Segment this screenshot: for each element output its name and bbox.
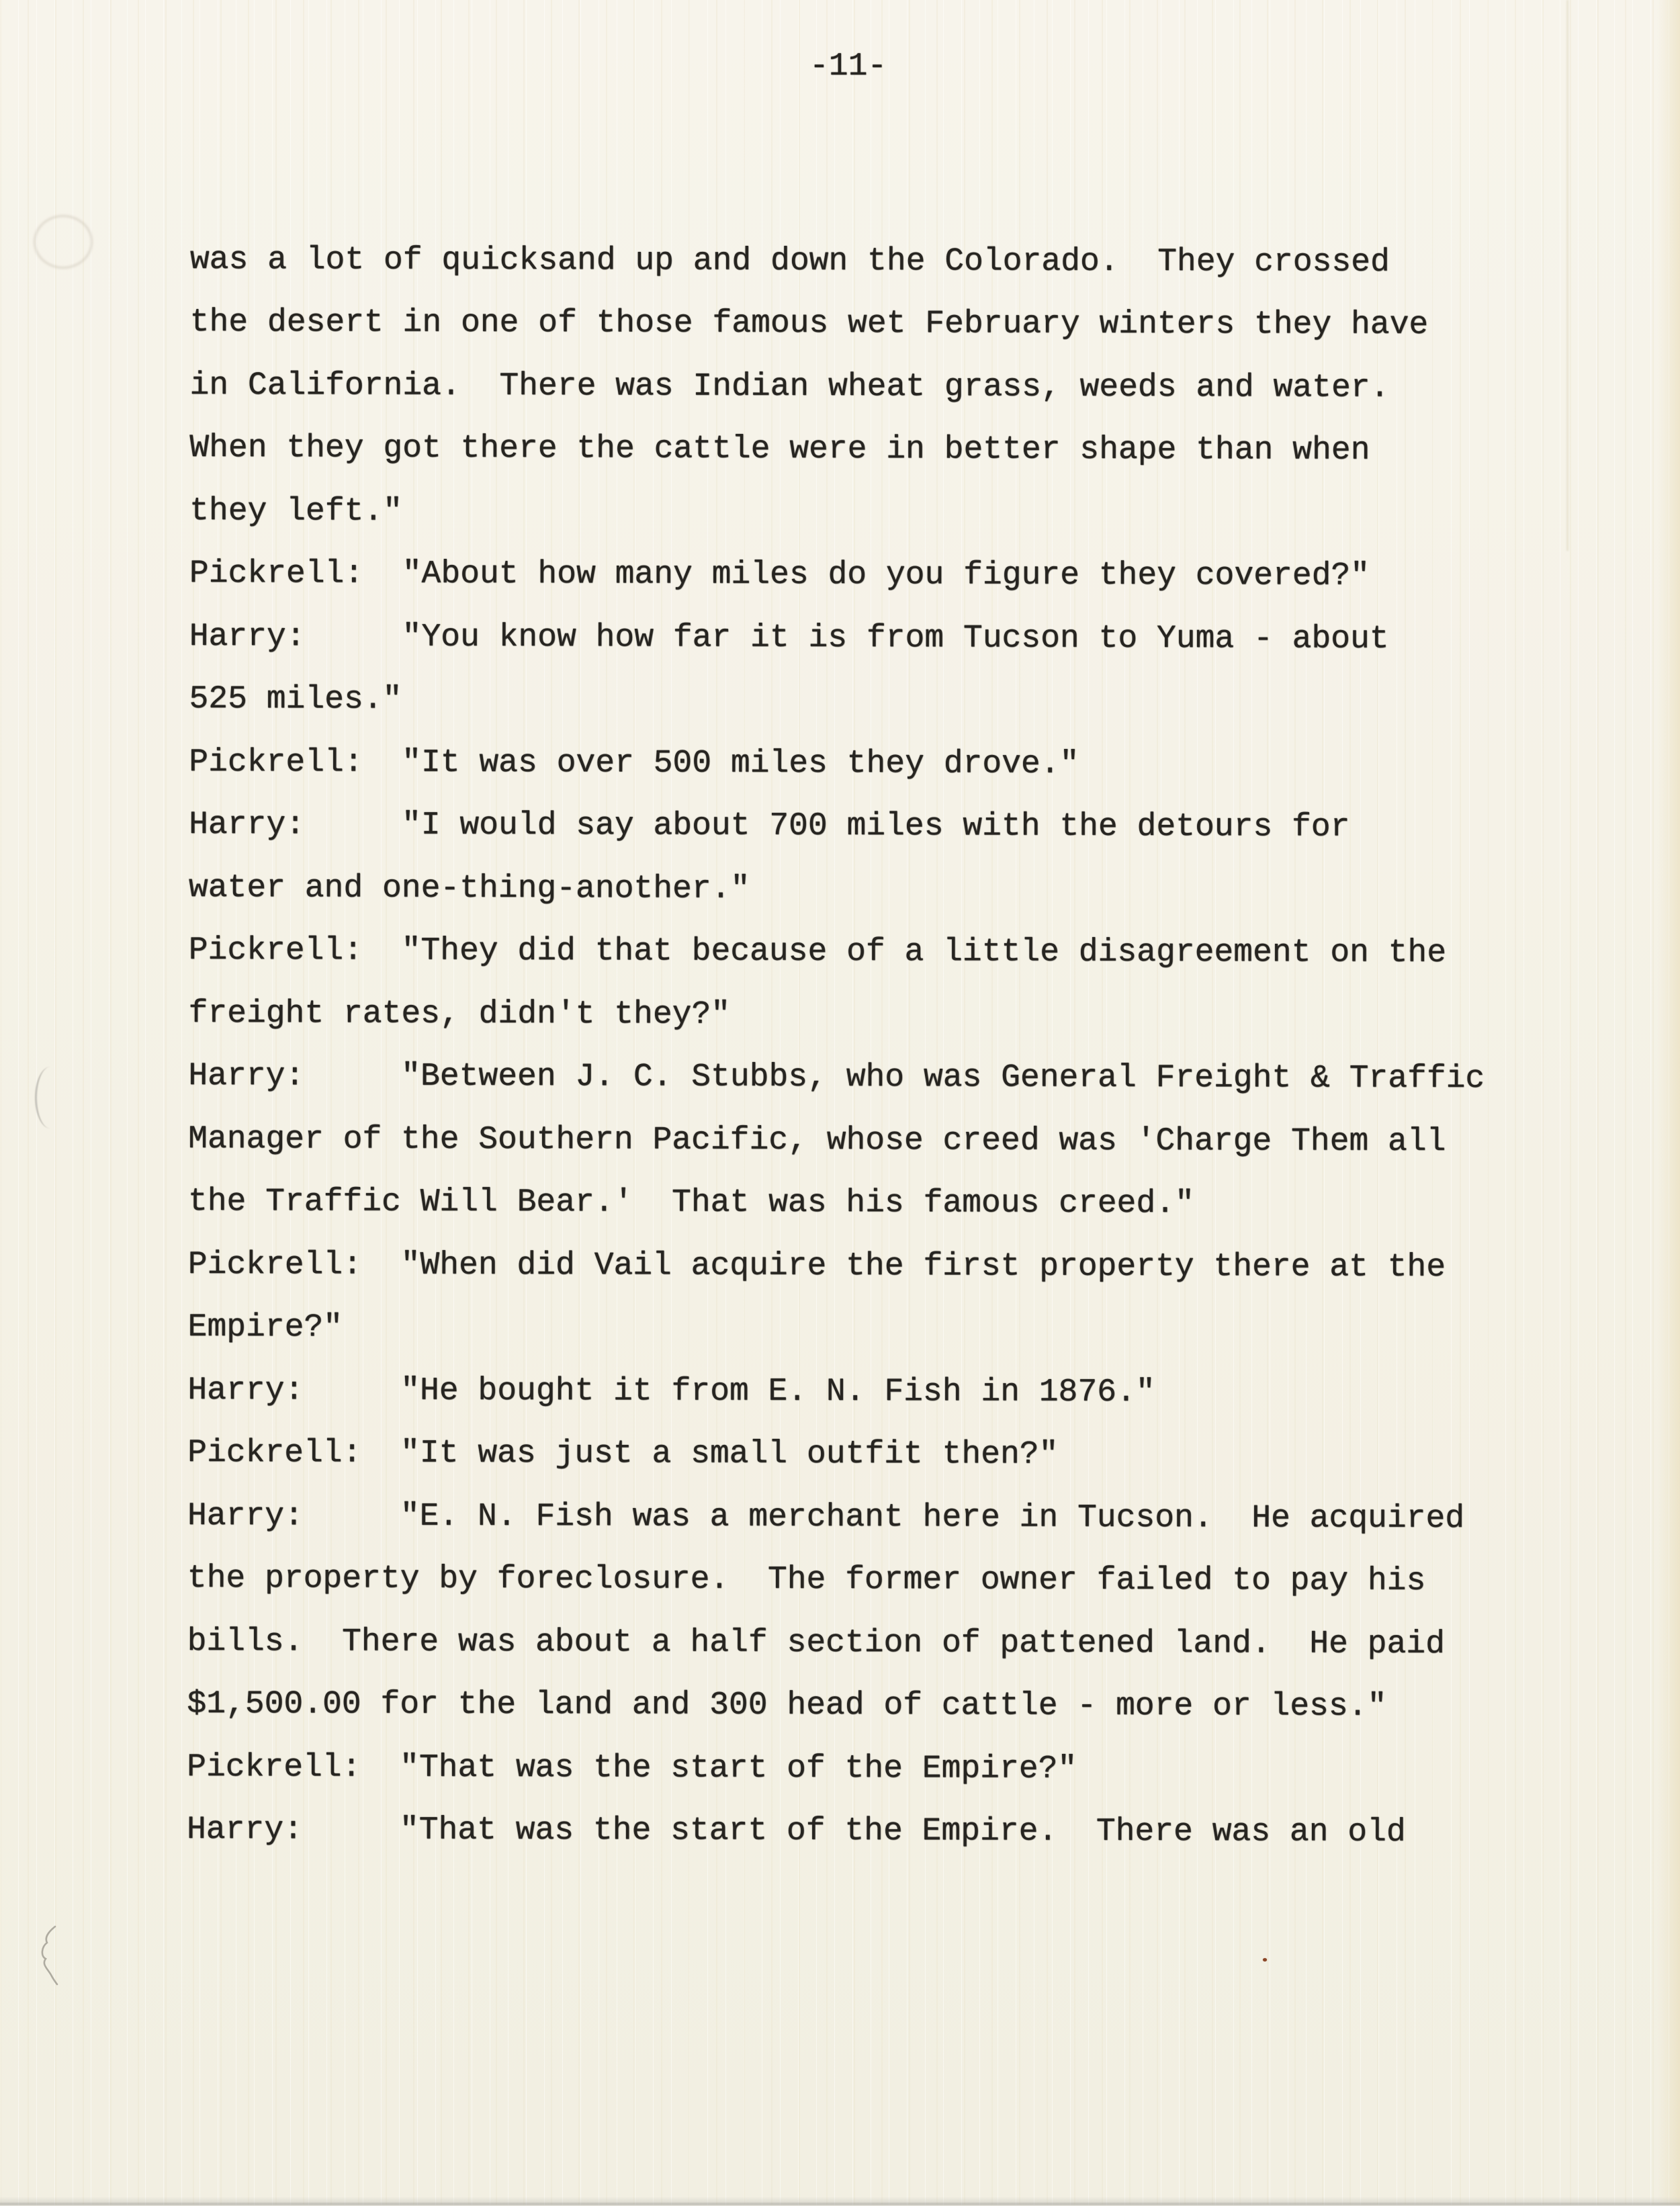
transcript-line: in California. There was Indian wheat grass, weeds and water.	[189, 367, 1390, 406]
bottom-page-edge	[0, 2197, 1680, 2206]
transcript-line: was a lot of quicksand up and down the Colorado. They crossed	[189, 241, 1390, 281]
transcript-line: bills. There was about a half section of pattened land. He paid	[187, 1623, 1445, 1663]
transcript-line: the desert in one of those famous wet February winters they have	[189, 304, 1429, 344]
transcript-line: Pickrell: "That was the start of the Empire?"	[187, 1749, 1077, 1788]
transcript-text-block	[187, 228, 1487, 1864]
transcript-line: Harry: "Between J. C. Stubbs, who was General Freight & Traffic	[188, 1058, 1485, 1098]
ink-squiggle-mark	[35, 1923, 67, 1987]
transcript-line: Pickrell: "It was just a small outfit then?"	[187, 1435, 1059, 1473]
transcript-line: Empire?"	[187, 1309, 343, 1346]
transcript-line: Pickrell: "It was over 500 miles they drove."	[189, 744, 1079, 783]
transcript-line: Harry: "I would say about 700 miles with the detours for	[189, 807, 1350, 846]
transcript-line: they left."	[189, 492, 403, 530]
transcript-line: freight rates, didn't they?"	[188, 995, 731, 1033]
transcript-line: Pickrell: "They did that because of a little disagreement on the	[188, 932, 1447, 972]
transcript-line: Harry: "You know how far it is from Tucson to Yuma - about	[189, 618, 1389, 658]
transcript-line: Pickrell: "About how many miles do you figure they covered?"	[189, 556, 1370, 594]
ring-stain-mark	[34, 215, 93, 269]
transcript-line: the Traffic Will Bear.' That was his famous creed."	[187, 1184, 1194, 1223]
transcript-line: $1,500.00 for the land and 300 head of cattle - more or less."	[187, 1686, 1387, 1725]
transcript-line: water and one-thing-another."	[188, 869, 750, 908]
transcript-line: Harry: "That was the start of the Empire. There was an old	[186, 1812, 1406, 1851]
transcript-line: Harry: "He bought it from E. N. Fish in 1876."	[187, 1372, 1155, 1411]
paper-crease	[1566, 0, 1568, 551]
transcript-line: Pickrell: "When did Vail acquire the first property there at the	[187, 1246, 1446, 1286]
transcript-line: When they got there the cattle were in better shape than when	[189, 430, 1370, 469]
rust-speck-mark	[1263, 1958, 1267, 1961]
transcript-line: 525 miles."	[189, 681, 402, 718]
transcript-line: the property by foreclosure. The former owner failed to pay his	[187, 1560, 1426, 1600]
transcript-line: Harry: "E. N. Fish was a merchant here in Tucson. He acquired	[187, 1497, 1465, 1537]
page-number: -11-	[809, 48, 887, 85]
right-edge-shadow	[1657, 0, 1680, 2206]
crease-arc-mark	[35, 1067, 66, 1129]
transcript-line: Manager of the Southern Pacific, whose creed was 'Charge Them all	[188, 1120, 1446, 1160]
